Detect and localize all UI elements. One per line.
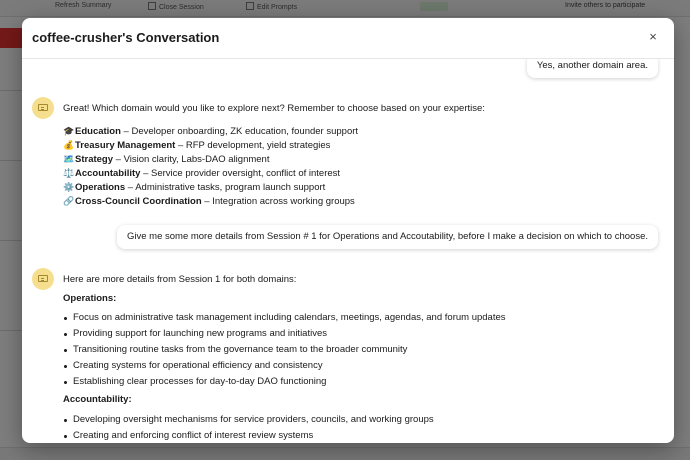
assistant-avatar-icon	[38, 104, 48, 111]
background-toolbar	[0, 0, 690, 17]
modal-title: coffee-crusher's Conversation	[32, 30, 220, 45]
user-message-text: Give me some more details from Session # 1 for Operations and Accoutability, before I make a decision on which to choose.	[126, 231, 648, 242]
conversation-body[interactable]	[22, 59, 674, 443]
background-red-tab	[0, 28, 22, 48]
background-divider	[0, 90, 22, 91]
domain-item-education: 🎓Education – Developer onboarding, ZK education, founder support	[63, 126, 359, 137]
edit-prompts-icon	[246, 2, 254, 10]
background-divider	[0, 330, 22, 331]
domain-item-cross-council: 🔗Cross-Council Coordination – Integration across working groups	[63, 196, 355, 207]
accountability-list	[63, 412, 654, 443]
close-icon[interactable]: ×	[649, 29, 657, 44]
assistant-avatar-icon	[38, 275, 48, 282]
list-item: Creating systems for operational efficiency and consistency	[63, 358, 654, 374]
domain-item-operations: ⚙️Operations – Administrative tasks, program launch support	[63, 182, 326, 193]
accountability-heading: Accountability:	[63, 394, 132, 405]
domain-item-strategy: 🗺️Strategy – Vision clarity, Labs-DAO alignment	[63, 154, 270, 165]
link-icon: 🔗	[63, 196, 75, 206]
edit-prompts-tab: Edit Prompts	[246, 2, 297, 11]
assistant-message	[63, 272, 654, 443]
assistant-avatar	[32, 268, 54, 290]
background-footer	[0, 447, 690, 460]
background-divider	[0, 240, 22, 241]
graduation-cap-icon: 🎓	[63, 126, 75, 136]
assistant-message-intro: Here are more details from Session 1 for both domains:	[63, 274, 297, 285]
status-badge	[420, 2, 448, 11]
assistant-message	[63, 102, 654, 208]
domain-list	[63, 124, 654, 208]
close-session-icon	[148, 2, 156, 10]
list-item: Establishing clear processes for day-to-day DAO functioning	[63, 374, 654, 390]
user-message	[527, 59, 658, 78]
gear-icon: ⚙️	[63, 182, 75, 192]
conversation-modal	[22, 18, 674, 443]
domain-item-accountability: ⚖️Accountability – Service provider oversight, conflict of interest	[63, 168, 341, 179]
operations-list	[63, 310, 654, 390]
list-item: Focus on administrative task management including calendars, meetings, agendas, and forum updates	[63, 310, 654, 326]
invite-text: Invite others to participate	[565, 2, 646, 9]
map-icon: 🗺️	[63, 154, 75, 164]
list-item: Creating and enforcing conflict of interest review systems	[63, 428, 654, 443]
refresh-summary-tab: Refresh Summary	[55, 2, 112, 9]
assistant-avatar	[32, 97, 54, 119]
list-item: Transitioning routine tasks from the governance team to the broader community	[63, 342, 654, 358]
user-message-text: Yes, another domain area.	[536, 60, 648, 71]
list-item: Developing oversight mechanisms for service providers, councils, and working groups	[63, 412, 654, 428]
modal-header	[22, 18, 674, 59]
money-bag-icon: 💰	[63, 140, 75, 150]
domain-item-treasury: 💰Treasury Management – RFP development, yield strategies	[63, 140, 331, 151]
background-divider	[0, 160, 22, 161]
operations-heading: Operations:	[63, 293, 117, 304]
scales-icon: ⚖️	[63, 168, 75, 178]
list-item: Providing support for launching new programs and initiatives	[63, 326, 654, 342]
user-message	[117, 225, 658, 249]
assistant-message-intro: Great! Which domain would you like to explore next? Remember to choose based on your expertise:	[63, 103, 485, 114]
close-session-tab: Close Session	[148, 2, 204, 11]
